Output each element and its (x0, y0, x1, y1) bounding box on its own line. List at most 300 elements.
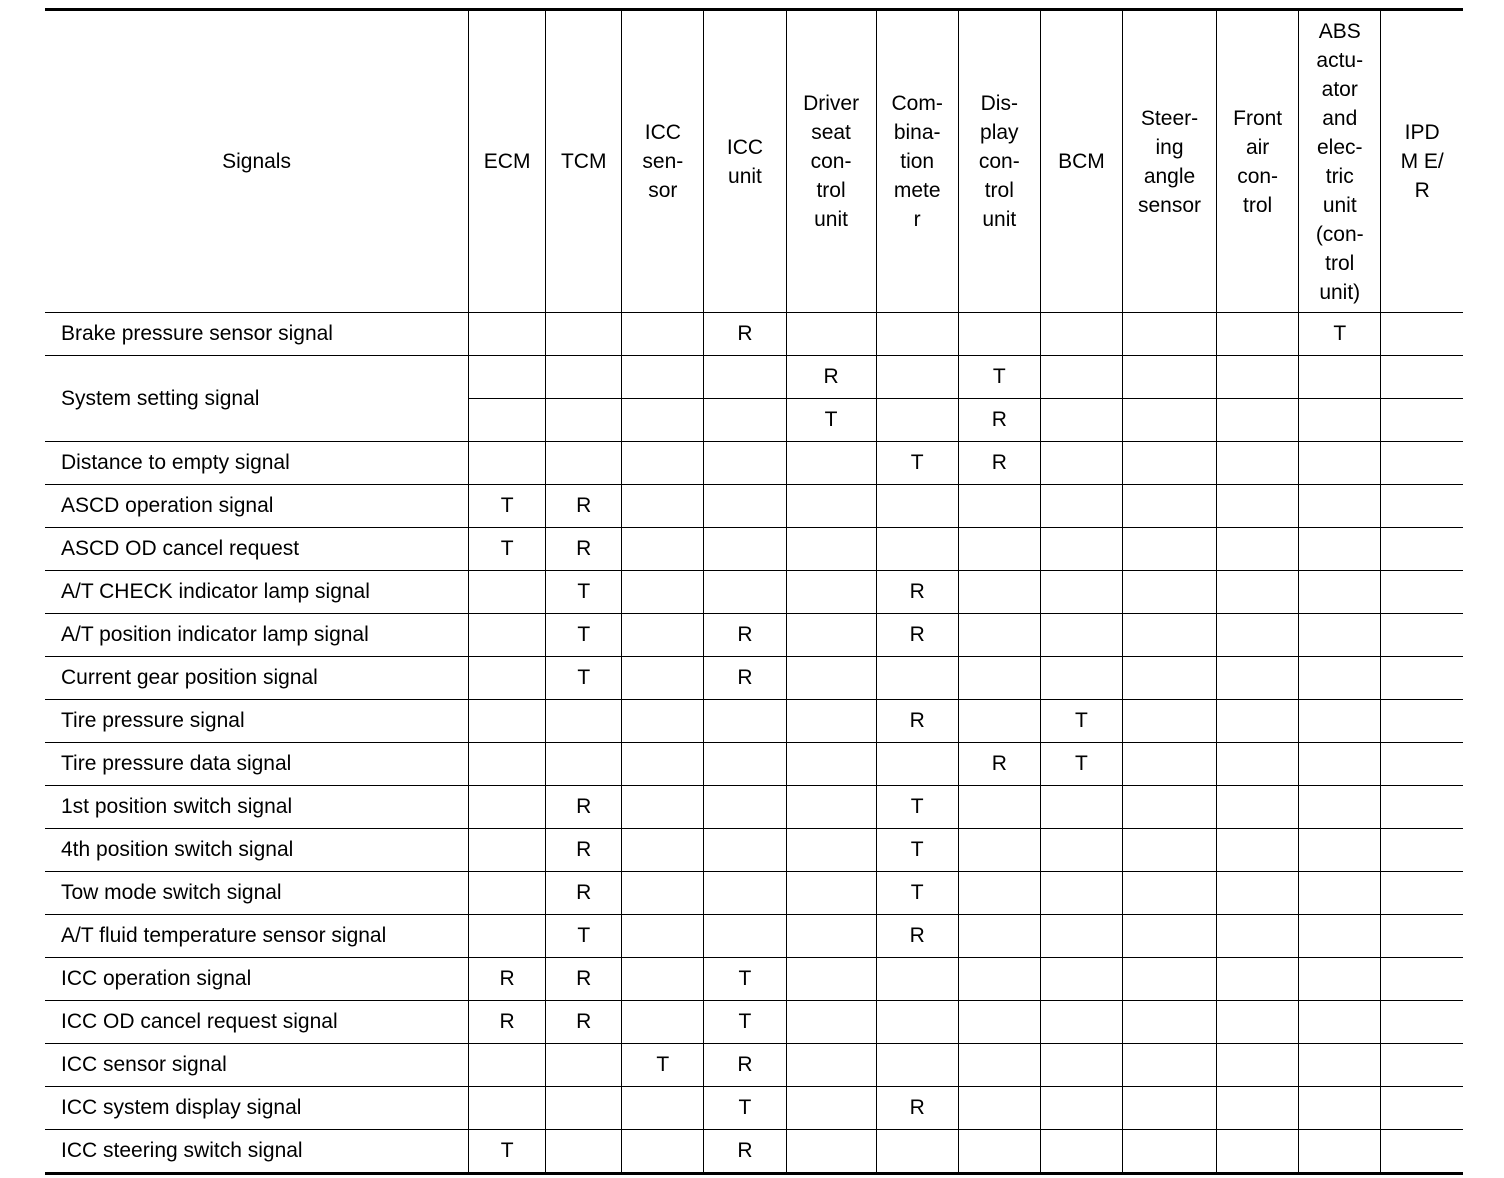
signal-cell (958, 528, 1040, 571)
signal-cell (1040, 1130, 1122, 1174)
signal-cell (876, 1001, 958, 1044)
signal-cell: T (546, 614, 622, 657)
signal-cell (1299, 356, 1381, 399)
signal-cell: T (469, 528, 546, 571)
signal-cell (546, 700, 622, 743)
signal-cell (1299, 1001, 1381, 1044)
signal-cell (1381, 313, 1463, 356)
signal-cell: T (546, 657, 622, 700)
signal-cell (704, 872, 786, 915)
column-header-signals (45, 10, 469, 313)
signal-cell (1299, 872, 1381, 915)
column-header (469, 10, 546, 313)
signal-cell (1217, 700, 1299, 743)
signal-cell (1381, 700, 1463, 743)
signal-cell (1122, 958, 1216, 1001)
signal-cell (1299, 915, 1381, 958)
signal-name-cell: ASCD OD cancel request (45, 528, 469, 571)
signal-cell (622, 786, 704, 829)
column-header-label: ECM (483, 150, 531, 173)
signal-name-cell: A/T position indicator lamp signal (45, 614, 469, 657)
signal-cell (469, 1044, 546, 1087)
signal-cell (1381, 485, 1463, 528)
signal-cell (1299, 743, 1381, 786)
signal-cell: T (1040, 743, 1122, 786)
signal-cell (1122, 313, 1216, 356)
signal-cell: T (704, 958, 786, 1001)
column-header-label: ABS actu- ator and elec- tric unit (con- trol unit) (1315, 19, 1364, 304)
signal-cell (622, 356, 704, 399)
signal-cell (1040, 313, 1122, 356)
signal-cell (1122, 614, 1216, 657)
signal-cell (876, 313, 958, 356)
signal-cell (958, 700, 1040, 743)
signal-cell (1040, 356, 1122, 399)
signal-cell (469, 872, 546, 915)
column-header (1217, 10, 1299, 313)
signal-cell (1040, 958, 1122, 1001)
signal-cell (876, 1044, 958, 1087)
signal-cell (1381, 528, 1463, 571)
table-row (45, 485, 1463, 528)
signal-cell (622, 313, 704, 356)
signal-cell (1040, 528, 1122, 571)
signal-cell (1122, 356, 1216, 399)
signal-cell (1299, 1130, 1381, 1174)
signal-name-cell: Brake pressure sensor signal (45, 313, 469, 356)
signal-cell (1122, 485, 1216, 528)
signal-cell: T (1040, 700, 1122, 743)
signal-cell (1122, 786, 1216, 829)
signal-cell: T (546, 571, 622, 614)
signal-cell: R (876, 1087, 958, 1130)
signal-cell (1381, 399, 1463, 442)
signal-cell (546, 1087, 622, 1130)
header-row (45, 10, 1463, 313)
signal-cell: R (546, 786, 622, 829)
signal-cell (1299, 442, 1381, 485)
signal-cell (622, 829, 704, 872)
signal-cell (958, 829, 1040, 872)
signal-cell: R (704, 1044, 786, 1087)
signal-cell: R (958, 399, 1040, 442)
column-header-label: Steer- ing angle sensor (1138, 106, 1202, 217)
signal-cell (876, 743, 958, 786)
signal-cell (1040, 786, 1122, 829)
signal-cell (1040, 1001, 1122, 1044)
signal-cell (1381, 442, 1463, 485)
signal-cell (546, 1130, 622, 1174)
signal-cell (786, 1001, 876, 1044)
signal-cell (704, 743, 786, 786)
signal-cell (469, 399, 546, 442)
signal-cell (1217, 786, 1299, 829)
signal-cell (1122, 829, 1216, 872)
signal-cell: R (469, 958, 546, 1001)
signal-cell (469, 915, 546, 958)
signal-cell (958, 872, 1040, 915)
signal-cell (1122, 399, 1216, 442)
signal-name-cell: ICC OD cancel request signal (45, 1001, 469, 1044)
signal-cell (876, 958, 958, 1001)
table-row (45, 700, 1463, 743)
column-header (876, 10, 958, 313)
signal-cell (1217, 657, 1299, 700)
signal-cell (1299, 528, 1381, 571)
signal-name-cell: A/T CHECK indicator lamp signal (45, 571, 469, 614)
signal-cell: R (876, 614, 958, 657)
signal-cell (704, 571, 786, 614)
signal-cell (1040, 571, 1122, 614)
signal-cell: T (704, 1001, 786, 1044)
signal-cell (1122, 1087, 1216, 1130)
table-row (45, 1001, 1463, 1044)
signal-cell (546, 743, 622, 786)
signal-cell (786, 442, 876, 485)
signal-name-cell: ICC system display signal (45, 1087, 469, 1130)
signal-cell (1217, 356, 1299, 399)
signal-cell (786, 614, 876, 657)
signal-cell (1217, 743, 1299, 786)
table-row (45, 915, 1463, 958)
signal-cell (1299, 399, 1381, 442)
table-row (45, 958, 1463, 1001)
signal-cell (876, 399, 958, 442)
signal-cell (469, 442, 546, 485)
signal-cell: R (876, 700, 958, 743)
signal-cell: T (786, 399, 876, 442)
signal-cell (1217, 614, 1299, 657)
signal-cell (958, 1130, 1040, 1174)
signal-cell (546, 356, 622, 399)
signal-cell (1217, 313, 1299, 356)
signal-table (45, 8, 1463, 1175)
table-body (45, 313, 1463, 1174)
signal-cell (704, 700, 786, 743)
table-row (45, 743, 1463, 786)
signal-cell: T (876, 829, 958, 872)
signal-cell (1381, 1087, 1463, 1130)
signal-cell (1122, 915, 1216, 958)
signal-cell (1040, 399, 1122, 442)
signal-cell (704, 356, 786, 399)
table-row (45, 356, 1463, 399)
table-row (45, 786, 1463, 829)
signal-cell (469, 313, 546, 356)
table-row (45, 657, 1463, 700)
signal-cell (1299, 571, 1381, 614)
signal-cell (1381, 1130, 1463, 1174)
signal-name-cell: ASCD operation signal (45, 485, 469, 528)
signal-cell (1299, 1087, 1381, 1130)
signal-cell (1217, 1044, 1299, 1087)
signal-name-cell: Tire pressure data signal (45, 743, 469, 786)
column-header-label: Com- bina- tion mete r (891, 92, 943, 231)
column-header-label: BCM (1058, 150, 1105, 173)
signal-cell: T (1299, 313, 1381, 356)
signal-cell (622, 571, 704, 614)
signal-cell (958, 485, 1040, 528)
column-header-label: ICC unit (726, 135, 764, 188)
signal-cell (786, 1044, 876, 1087)
column-header (546, 10, 622, 313)
signal-cell (622, 399, 704, 442)
signal-name-cell: Tire pressure signal (45, 700, 469, 743)
signal-cell (1217, 528, 1299, 571)
signal-cell (876, 1130, 958, 1174)
signal-cell (469, 571, 546, 614)
signal-cell (786, 958, 876, 1001)
signal-cell (1217, 571, 1299, 614)
signal-cell (1040, 872, 1122, 915)
signal-cell (704, 915, 786, 958)
signal-cell (1122, 872, 1216, 915)
signal-cell (469, 657, 546, 700)
signal-cell (958, 1044, 1040, 1087)
signal-cell (1299, 657, 1381, 700)
signal-cell (958, 1001, 1040, 1044)
signal-name-cell: 4th position switch signal (45, 829, 469, 872)
signal-cell (1217, 1130, 1299, 1174)
signal-cell (1217, 1001, 1299, 1044)
signal-cell (1217, 442, 1299, 485)
signal-cell (958, 614, 1040, 657)
signal-cell (876, 485, 958, 528)
signal-cell (1299, 786, 1381, 829)
signal-cell (958, 657, 1040, 700)
table-row (45, 571, 1463, 614)
signal-cell (1381, 786, 1463, 829)
signal-cell (1122, 571, 1216, 614)
signal-cell (1381, 915, 1463, 958)
signal-cell (1381, 657, 1463, 700)
signal-cell (622, 614, 704, 657)
signal-cell (1381, 872, 1463, 915)
signal-cell (622, 1001, 704, 1044)
signal-cell (1122, 657, 1216, 700)
column-header (622, 10, 704, 313)
signal-cell (546, 442, 622, 485)
column-header (958, 10, 1040, 313)
signal-cell (1217, 872, 1299, 915)
table-row (45, 1087, 1463, 1130)
signal-cell (1217, 915, 1299, 958)
signal-cell (1122, 528, 1216, 571)
signal-cell (786, 528, 876, 571)
column-header (1381, 10, 1463, 313)
signal-name-cell: Current gear position signal (45, 657, 469, 700)
signal-cell (469, 614, 546, 657)
signal-cell (786, 1087, 876, 1130)
signal-name-cell: 1st position switch signal (45, 786, 469, 829)
signal-name-cell: ICC operation signal (45, 958, 469, 1001)
signal-cell (1299, 829, 1381, 872)
signal-cell (1299, 485, 1381, 528)
signal-cell (622, 442, 704, 485)
signal-cell: T (469, 485, 546, 528)
signal-cell: R (786, 356, 876, 399)
signal-cell: R (546, 872, 622, 915)
table-row (45, 829, 1463, 872)
signal-cell (1040, 614, 1122, 657)
signal-cell (786, 829, 876, 872)
signal-cell (622, 958, 704, 1001)
table-row (45, 528, 1463, 571)
signal-name-cell: Tow mode switch signal (45, 872, 469, 915)
signal-cell (786, 872, 876, 915)
signal-cell (1299, 700, 1381, 743)
signal-cell (786, 571, 876, 614)
column-header-label: ICC sen- sor (642, 121, 684, 202)
signal-cell (622, 872, 704, 915)
signal-cell (876, 657, 958, 700)
signal-cell (1040, 485, 1122, 528)
signal-cell (1122, 700, 1216, 743)
table-row (45, 313, 1463, 356)
signal-cell: T (469, 1130, 546, 1174)
signal-cell (958, 786, 1040, 829)
signal-cell (704, 528, 786, 571)
signal-cell (1381, 743, 1463, 786)
signal-cell (622, 1087, 704, 1130)
signal-cell (1040, 915, 1122, 958)
signal-cell (1381, 1001, 1463, 1044)
column-header-label: TCM (560, 150, 607, 173)
signal-cell (546, 399, 622, 442)
signal-cell (469, 700, 546, 743)
signal-cell: R (546, 829, 622, 872)
signal-cell (1122, 743, 1216, 786)
signal-cell: T (546, 915, 622, 958)
signal-cell (958, 915, 1040, 958)
signal-cell (1381, 829, 1463, 872)
signal-cell (1217, 485, 1299, 528)
signal-cell (958, 958, 1040, 1001)
signal-cell (1217, 399, 1299, 442)
table-row (45, 442, 1463, 485)
signal-cell (786, 485, 876, 528)
signal-cell (704, 442, 786, 485)
signal-cell (1217, 958, 1299, 1001)
signal-cell (1122, 442, 1216, 485)
signal-cell: R (546, 528, 622, 571)
signal-cell: R (546, 485, 622, 528)
signal-cell (958, 313, 1040, 356)
signal-cell (622, 485, 704, 528)
signal-cell (1299, 614, 1381, 657)
signal-cell (622, 700, 704, 743)
signal-name-cell: System setting signal (45, 356, 469, 442)
signal-cell (1040, 1087, 1122, 1130)
table-row (45, 1130, 1463, 1174)
signal-cell (546, 313, 622, 356)
signal-cell (622, 915, 704, 958)
signal-cell: R (704, 657, 786, 700)
signal-cell: R (546, 1001, 622, 1044)
signal-cell: R (958, 743, 1040, 786)
signal-cell (958, 1087, 1040, 1130)
signal-cell (1217, 1087, 1299, 1130)
signal-cell (786, 915, 876, 958)
signal-cell (786, 786, 876, 829)
column-header-label: Dis- play con- trol unit (978, 92, 1020, 231)
signal-cell: R (704, 313, 786, 356)
signal-cell (704, 786, 786, 829)
signal-cell (876, 528, 958, 571)
signal-cell (704, 485, 786, 528)
signal-cell (1122, 1044, 1216, 1087)
signal-cell: T (876, 786, 958, 829)
signal-cell (786, 700, 876, 743)
signal-cell (1381, 571, 1463, 614)
signal-cell (876, 356, 958, 399)
signal-cell (1381, 1044, 1463, 1087)
signal-cell: T (876, 872, 958, 915)
signal-cell (469, 743, 546, 786)
signal-cell (469, 786, 546, 829)
signal-cell (1217, 829, 1299, 872)
table-row (45, 872, 1463, 915)
column-header (786, 10, 876, 313)
signal-cell (622, 657, 704, 700)
column-header (704, 10, 786, 313)
signal-cell: R (704, 614, 786, 657)
signal-cell (546, 1044, 622, 1087)
signal-name-cell: Distance to empty signal (45, 442, 469, 485)
signal-cell (786, 657, 876, 700)
signal-cell: T (958, 356, 1040, 399)
signal-cell (622, 528, 704, 571)
signal-cell (786, 1130, 876, 1174)
signal-cell (958, 571, 1040, 614)
signal-cell (1381, 958, 1463, 1001)
signal-cell (1040, 829, 1122, 872)
column-header-label: Driver seat con- trol unit (803, 92, 860, 231)
column-header-label: Signals (222, 150, 291, 173)
column-header (1040, 10, 1122, 313)
signal-cell: R (876, 571, 958, 614)
signal-cell (1299, 958, 1381, 1001)
signal-cell (1299, 1044, 1381, 1087)
signal-cell: T (622, 1044, 704, 1087)
column-header (1299, 10, 1381, 313)
signal-name-cell: ICC steering switch signal (45, 1130, 469, 1174)
signal-cell (622, 743, 704, 786)
signal-cell: T (704, 1087, 786, 1130)
signal-cell (1040, 1044, 1122, 1087)
signal-cell (1122, 1130, 1216, 1174)
signal-cell: R (704, 1130, 786, 1174)
signal-cell: R (469, 1001, 546, 1044)
signal-cell: T (876, 442, 958, 485)
signal-cell (1040, 442, 1122, 485)
signal-cell (1381, 356, 1463, 399)
signal-cell (786, 313, 876, 356)
column-header (1122, 10, 1216, 313)
signal-cell (786, 743, 876, 786)
signal-cell (1040, 657, 1122, 700)
signal-cell: R (546, 958, 622, 1001)
table-row (45, 1044, 1463, 1087)
signal-cell (469, 829, 546, 872)
signal-name-cell: A/T fluid temperature sensor signal (45, 915, 469, 958)
signal-cell (469, 1087, 546, 1130)
table-row (45, 614, 1463, 657)
signal-cell: R (958, 442, 1040, 485)
signal-cell (1381, 614, 1463, 657)
signal-cell: R (876, 915, 958, 958)
signal-cell (704, 829, 786, 872)
